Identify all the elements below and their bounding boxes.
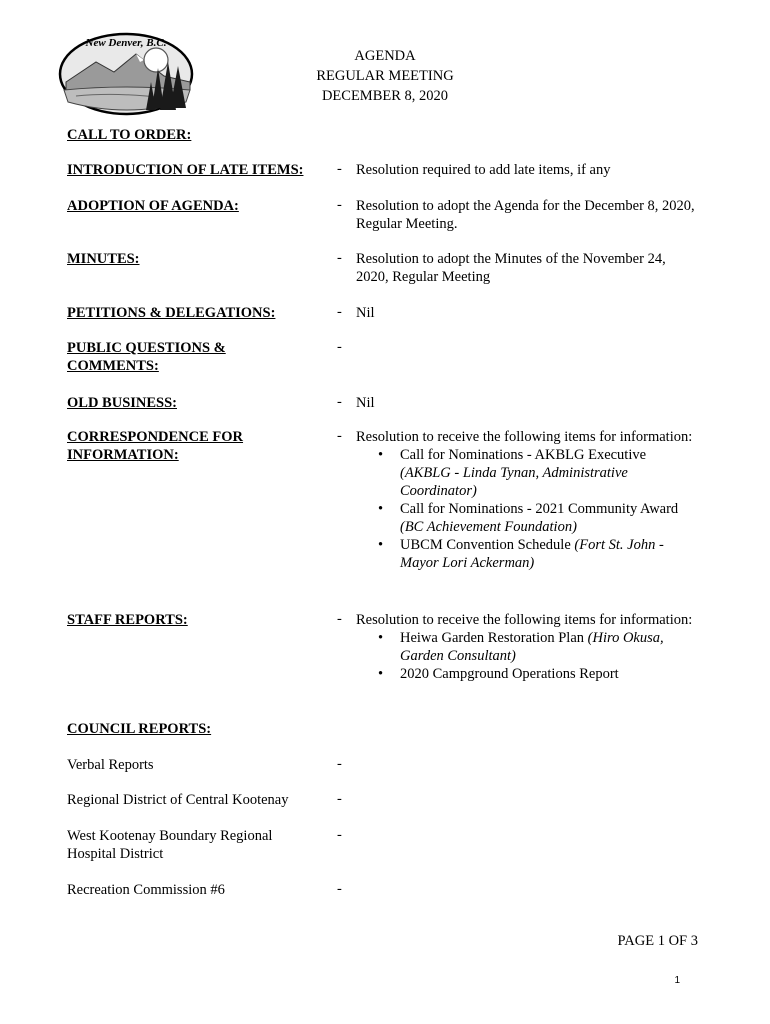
list-item bbox=[356, 446, 696, 500]
item-dash: - bbox=[337, 756, 342, 772]
correspondence-list bbox=[356, 446, 696, 572]
item-text: Resolution to adopt the Agenda for the December 8, 2020, Regular Meeting. bbox=[356, 198, 695, 232]
item-text: Nil bbox=[356, 395, 375, 411]
village-logo bbox=[56, 26, 196, 118]
bullet-icon: • bbox=[378, 666, 384, 682]
item-text: Nil bbox=[356, 305, 375, 321]
item-label: PUBLIC QUESTIONS & COMMENTS: bbox=[67, 340, 226, 374]
council-report-label: West Kootenay Boundary Regional Hospital District bbox=[67, 828, 273, 862]
call-to-order-heading: CALL TO ORDER: bbox=[67, 127, 192, 143]
list-item bbox=[356, 629, 696, 665]
item-label: MINUTES: bbox=[67, 251, 140, 267]
council-report-label: Regional District of Central Kootenay bbox=[67, 792, 289, 808]
item-dash: - bbox=[337, 197, 342, 213]
council-report-label: Recreation Commission #6 bbox=[67, 882, 225, 898]
bullet-icon: • bbox=[378, 630, 384, 646]
header-subtitle: REGULAR MEETING bbox=[316, 68, 454, 84]
item-dash: - bbox=[337, 161, 342, 177]
item-label: INTRODUCTION OF LATE ITEMS: bbox=[67, 162, 304, 178]
item-dash: - bbox=[337, 304, 342, 320]
item-label: ADOPTION OF AGENDA: bbox=[67, 198, 239, 214]
item-text bbox=[356, 428, 696, 572]
item-intro: Resolution to receive the following items for information: bbox=[356, 429, 693, 445]
staff-reports-list bbox=[356, 629, 696, 683]
bullet-icon: • bbox=[378, 447, 384, 463]
list-item-text: UBCM Convention Schedule bbox=[400, 537, 575, 553]
list-item bbox=[356, 500, 696, 536]
page-indicator: PAGE 1 OF 3 bbox=[617, 933, 698, 949]
item-dash: - bbox=[337, 250, 342, 266]
council-report-label: Verbal Reports bbox=[67, 757, 154, 773]
item-text: Resolution to adopt the Minutes of the November 24, 2020, Regular Meeting bbox=[356, 251, 666, 285]
item-dash: - bbox=[337, 339, 342, 355]
list-item-text: 2020 Campground Operations Report bbox=[400, 666, 619, 682]
header-date: DECEMBER 8, 2020 bbox=[321, 88, 449, 104]
list-item-source: (BC Achievement Foundation) bbox=[400, 519, 577, 535]
list-item-source: (Hiro Okusa, Garden Consultant) bbox=[400, 630, 664, 664]
bullet-icon: • bbox=[378, 537, 384, 553]
item-dash: - bbox=[337, 791, 342, 807]
item-label: STAFF REPORTS: bbox=[67, 612, 188, 628]
bullet-icon: • bbox=[378, 501, 384, 517]
list-item-source: (Fort St. John - Mayor Lori Ackerman) bbox=[400, 537, 664, 571]
page-number: 1 bbox=[674, 975, 680, 986]
item-dash: - bbox=[337, 881, 342, 897]
council-reports-heading: COUNCIL REPORTS: bbox=[67, 721, 212, 737]
item-dash: - bbox=[337, 394, 342, 410]
item-label: CORRESPONDENCE FOR INFORMATION: bbox=[67, 429, 244, 463]
header-title: AGENDA bbox=[354, 48, 416, 64]
item-text bbox=[356, 611, 696, 683]
item-text: Resolution required to add late items, if any bbox=[356, 162, 611, 178]
item-dash: - bbox=[337, 827, 342, 843]
list-item bbox=[356, 536, 696, 572]
list-item-text: Call for Nominations - 2021 Community Award bbox=[400, 501, 679, 517]
logo-text: New Denver, B.C. bbox=[85, 37, 167, 49]
list-item-source: (AKBLG - Linda Tynan, Administrative Coordinator) bbox=[400, 465, 628, 499]
list-item-text: Heiwa Garden Restoration Plan bbox=[400, 630, 588, 646]
item-label: OLD BUSINESS: bbox=[67, 395, 177, 411]
item-dash: - bbox=[337, 611, 342, 627]
agenda-header bbox=[250, 46, 520, 106]
item-label: PETITIONS & DELEGATIONS: bbox=[67, 305, 276, 321]
list-item-text: Call for Nominations - AKBLG Executive bbox=[400, 447, 647, 463]
item-dash: - bbox=[337, 428, 342, 444]
item-intro: Resolution to receive the following items for information: bbox=[356, 612, 693, 628]
list-item bbox=[356, 665, 696, 683]
